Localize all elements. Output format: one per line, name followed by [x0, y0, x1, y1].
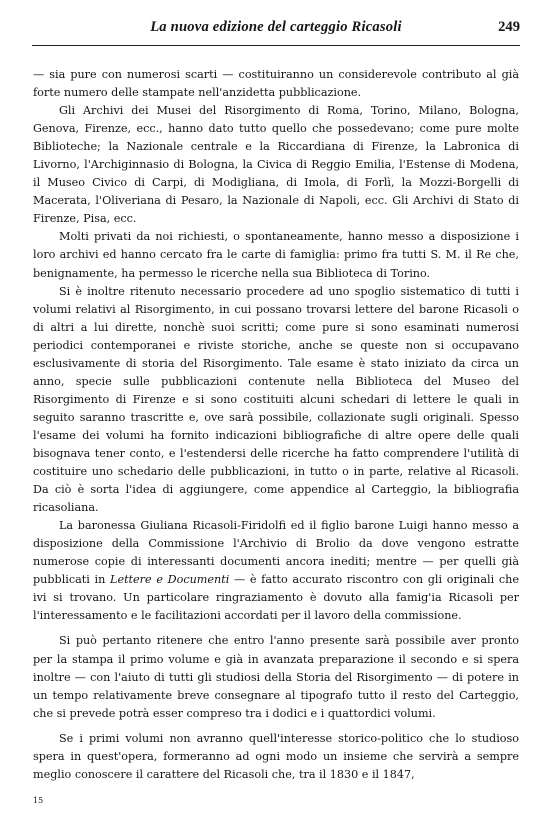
page-number: 249: [498, 19, 520, 35]
paragraph-first-volumes: Se i primi volumi non avranno quell'interesse storico-politico che lo studioso spera in quest'opera, formeranno ad ogni modo un insieme che servirà a sempre meglio conoscere il carattere del Ricasoli che, tra il 1830 e il 1847,: [33, 731, 519, 781]
paragraph-continuation: — sia pure con numerosi scarti — costituiranno un considerevole contributo al già forte numero delle stampate nell'anzidetta pubblicazione.: [33, 68, 519, 100]
paragraph-archives: Gli Archivi dei Musei del Risorgimento di Roma, Torino, Milano, Bologna, Genova, Firenze, ecc., hanno dato tutto quello che possedevano; come pure molte Biblioteche; la Nazionale centrale e la Riccardiana di Firenze, la Labronica di Livorno, l'Archiginnasio di Bologna, la Civica di Reggio Emilia, l'Estense di Modena, il Museo Civico di Carpi, di Modigliana, di Imola, di Forlì, la Mozzi-Borgelli di Macerata, l'Oliveriana di Pesaro, la Nazionale di Napoli, ecc. Gli Archivi di Stato di Firenze, Pisa, ecc.: [33, 104, 519, 226]
paragraph-publication-plan: Si può pertanto ritenere che entro l'anno presente sarà possibile aver pronto per la stampa il primo volume e già in avanzata preparazione il secondo e si spera inoltre — con l'aiuto di tutti gli studiosi della Storia del Risorgimento — di potere in un tempo relativamente breve consegnare al tipografo tutto il resto del Carteggio, che si prevede potrà esser compreso tra i dodici e i quattordici volumi.: [33, 634, 519, 720]
paragraph-brolio-text-start: La baronessa Giuliana Ricasoli-Firidolfi ed il figlio barone Luigi hanno messo a disposizione della Commissione l'Archivio di Brolio da dove vengono estratte numerose copie di interessanti documenti ancora inediti; mentre — per quelli già pubblicati in: [33, 519, 519, 587]
book-title-lettere-e-documenti: Lettere e Documenti: [110, 573, 230, 587]
signature-mark: 15: [33, 796, 44, 805]
running-title: La nuova edizione del carteggio Ricasoli: [150, 19, 402, 35]
header-rule: [32, 45, 520, 46]
running-header: [32, 19, 520, 41]
paragraph-systematic-review: Si è inoltre ritenuto necessario procedere ad uno spoglio sistematico di tutti i volumi relativi al Risorgimento, in cui possano trovarsi lettere del barone Ricasoli o di altri a lui dirette, nonchè suoi scritti; come pure si sono esaminati numerosi periodici contemporanei e riviste storiche, anche se queste non si occupavano esclusivamente di storia del Risorgimento. Tale esame è stato iniziato da circa un anno, specie sulle pubblicazioni contenute nella Biblioteca del Museo del Risorgimento di Firenze e si sono costituiti alcuni schedari di lettere le quali in seguito saranno trascritte e, ove sarà possibile, collazionate sugli originali. Spesso l'esame dei volumi ha fornito indicazioni bibliografiche di altre opere delle quali bisognava tener conto, e l'estendersi delle ricerche ha fatto comprendere l'utilità di costituire uno schedario delle pubblicazioni, in tutto o in parte, relative al Ricasoli. Da ciò è sorta l'idea di aggiungere, come appendice al Carteggio, la bibliografia ricasoliana.: [33, 284, 519, 515]
paragraph-private-archives: Molti privati da noi richiesti, o spontaneamente, hanno messo a disposizione i loro archivi ed hanno cercato fra le carte di famiglia: primo fra tutti S. M. il Re che, benignamente, ha permesso le ricerche nella sua Biblioteca di Torino.: [33, 230, 519, 280]
paragraph-brolio-text-end: — è fatto accurato riscontro con gli originali che ivi si trovano. Un particolare ringraziamento è dovuto alla famig'ia Ricasoli per l'interessamento e le facilitazioni accordati per il lavoro della commissione.: [33, 573, 519, 623]
body-text: [33, 66, 519, 784]
paragraph-brolio-archive: [33, 517, 519, 625]
